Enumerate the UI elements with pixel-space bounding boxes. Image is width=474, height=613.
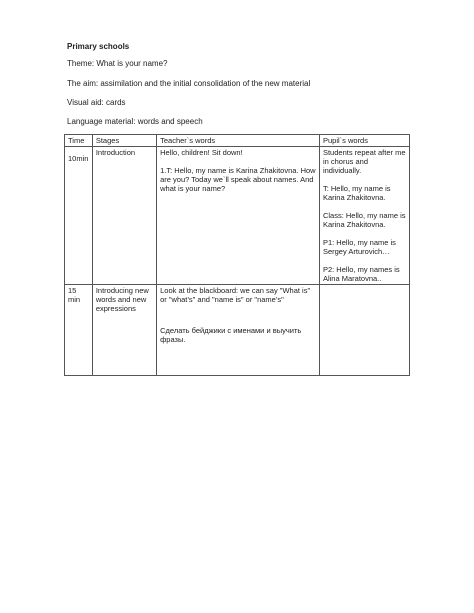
column-header-teacher: Teacher`s words <box>157 135 320 147</box>
lesson-plan-table <box>64 134 410 376</box>
teacher-text: Сделать бейджики с именами и выучить фразы. <box>160 326 302 344</box>
time-cell <box>65 285 93 376</box>
stage-cell <box>92 147 156 285</box>
pupil-cell <box>319 285 409 376</box>
theme-line: Theme: What is your name? <box>67 59 168 68</box>
teacher-cell <box>157 147 320 285</box>
teacher-text: Hello, children! Sit down! <box>160 148 243 157</box>
time-value: 10min <box>68 154 89 163</box>
table-row <box>65 285 410 376</box>
pupil-cell <box>319 147 409 285</box>
column-header-stages: Stages <box>92 135 156 147</box>
pupil-text: Students repeat after me in chorus and individually. <box>322 148 406 175</box>
aim-line: The aim: assimilation and the initial consolidation of the new material <box>67 79 311 88</box>
page-title: Primary schools <box>67 42 130 51</box>
stage-cell <box>92 285 156 376</box>
column-header-time: Time <box>65 135 93 147</box>
table-header-row <box>65 135 410 147</box>
teacher-cell <box>157 285 320 376</box>
pupil-text: P1: Hello, my name is Sergey Arturovich… <box>322 238 396 256</box>
visual-aid-line: Visual aid: cards <box>67 98 126 107</box>
table-row <box>65 147 410 285</box>
teacher-text: 1.T: Hello, my name is Karina Zhakitovna. How are you? Today we`ll speak about names. And what is your name? <box>160 166 316 193</box>
pupil-text: P2: Hello, my names is Alina Maratovna.. <box>322 265 400 283</box>
pupil-text: Class: Hello, my name is Karina Zhakitovna. <box>322 211 406 229</box>
column-header-pupil: Pupil`s words <box>319 135 409 147</box>
time-value: 15 min <box>68 286 81 304</box>
teacher-text: Look at the blackboard: we can say "What is" or "what’s" and "name is" or "name’s" <box>160 286 311 304</box>
time-cell <box>65 147 93 285</box>
pupil-text: T: Hello, my name is Karina Zhakitovna. <box>322 184 391 202</box>
language-material-line: Language material: words and speech <box>67 117 203 126</box>
stage-value: Introducing new words and new expressions <box>95 286 149 313</box>
stage-value: Introduction <box>95 148 136 157</box>
